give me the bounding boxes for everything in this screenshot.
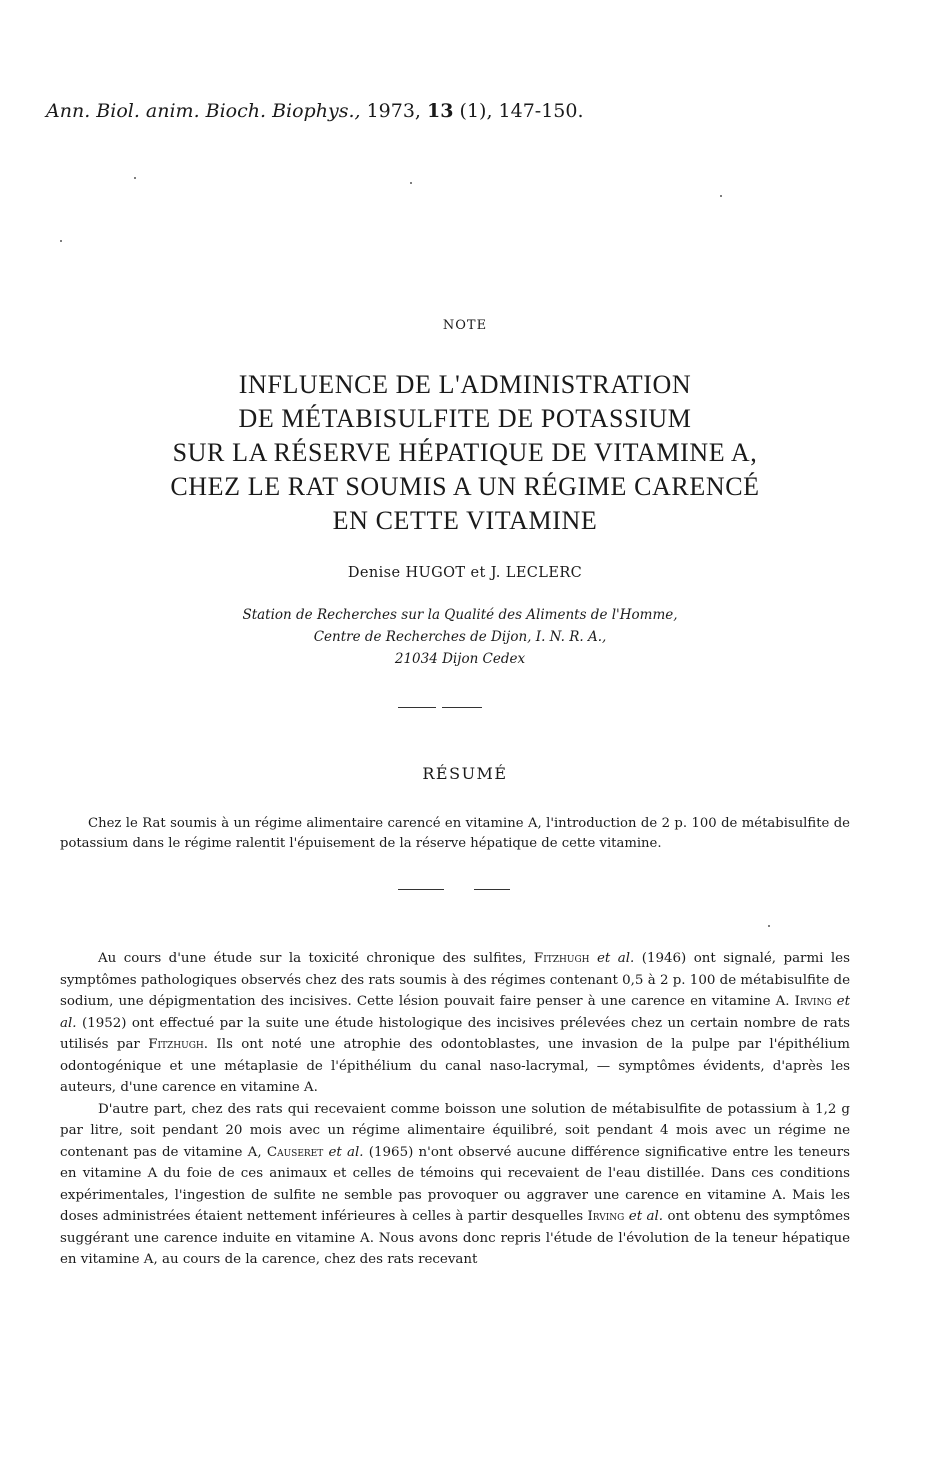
- author-ref: Irving: [794, 994, 832, 1009]
- author-ref: Irving: [587, 1209, 625, 1224]
- author-ref: Causeret: [266, 1144, 324, 1160]
- scan-speck: [134, 177, 136, 179]
- title-line: DE MÉTABISULFITE DE POTASSIUM: [238, 404, 692, 433]
- citation-volume: 13: [427, 100, 454, 122]
- citation-issue-pages: (1), 147-150.: [459, 100, 584, 122]
- article-title: [60, 368, 870, 538]
- journal-citation: [46, 100, 584, 122]
- title-line: INFLUENCE DE L'ADMINISTRATION: [238, 370, 692, 399]
- body-paragraph: [60, 1099, 850, 1271]
- scan-speck: [768, 925, 770, 927]
- scan-speck: [60, 240, 62, 242]
- affiliation-line: Centre de Recherches de Dijon, I. N. R. A.,: [313, 629, 607, 645]
- text-run: Ils ont noté une atrophie des odontoblastes, une invasion de la pulpe par l'épithélium odontogénique et une métaplasie de l'épithélium du canal naso-lacrymal, — symptômes évidents, d'après les auteurs, d'une carence en vitamine A.: [60, 1037, 850, 1095]
- etal: et al.: [60, 994, 850, 1031]
- etal: et al.: [596, 951, 635, 966]
- resume-heading: RÉSUMÉ: [422, 764, 508, 783]
- divider: [398, 707, 436, 708]
- text-run: ont obtenu des symptômes suggérant une carence induite en vitamine A. Nous avons donc repris l'étude de l'évolution de la teneur hépatique en vitamine A, au cours de la carence, chez des rats recevant: [60, 1209, 850, 1267]
- affiliation-line: Station de Recherches sur la Qualité des Aliments de l'Homme,: [242, 607, 678, 623]
- divider: [442, 707, 482, 708]
- authors: Denise HUGOT et J. LECLERC: [347, 565, 583, 581]
- text-run: (1946) ont signalé, parmi les symptômes pathologiques observés chez des rats soumis à des régimes contenant 0,5 à 2 p. 100 de métabisulfite de sodium, une dépigmentation des incisives. Cette lésion pouvait faire penser à une carence en vitamine A.: [60, 951, 850, 1009]
- text-run: (1965) n'ont observé aucune différence significative entre les teneurs en vitamine A du foie de ces animaux et celles de témoins qui recevaient de l'eau distillée. Dans ces conditions expérimentales, l'ingestion de sulfite ne semble pas provoquer ou aggraver une carence en vitamine A. Mais les doses administrées étaient nettement inférieures à celles à partir desquelles: [60, 1144, 851, 1224]
- title-line: EN CETTE VITAMINE: [332, 506, 598, 535]
- author-ref: Fitzhugh.: [148, 1037, 209, 1052]
- scan-speck: [410, 182, 412, 184]
- affiliation: [150, 604, 770, 670]
- author-ref: Fitzhugh: [533, 951, 590, 966]
- scan-speck: [720, 195, 722, 197]
- body-paragraph: [60, 948, 850, 1099]
- text-run: D'autre part, chez des rats qui recevaient comme boisson une solution de métabisulfite de potassium à 1,2 g par litre, soit pendant 20 mois avec un régime alimentaire équilibré, soit pendant 4 mois avec un régime ne contenant pas de vitamine A,: [60, 1101, 850, 1160]
- affiliation-line: 21034 Dijon Cedex: [394, 651, 526, 667]
- title-line: CHEZ LE RAT SOUMIS A UN RÉGIME CARENCÉ: [170, 472, 760, 501]
- etal: et al.: [328, 1144, 364, 1160]
- abstract: [60, 814, 850, 854]
- divider: [398, 889, 444, 890]
- body-text: [60, 948, 850, 1271]
- note-label: NOTE: [442, 318, 488, 333]
- journal-name: Ann. Biol. anim. Bioch. Biophys.,: [46, 100, 361, 122]
- etal: et al.: [628, 1209, 664, 1224]
- abstract-text: Chez le Rat soumis à un régime alimentaire carencé en vitamine A, l'introduction de 2 p. 100 de métabisulfite de potassium dans le régime ralentit l'épuisement de la réserve hépatique de cette vitamine.: [60, 816, 850, 851]
- text-run: Au cours d'une étude sur la toxicité chronique des sulfites,: [98, 951, 527, 966]
- title-line: SUR LA RÉSERVE HÉPATIQUE DE VITAMINE A,: [172, 438, 758, 467]
- text-run: (1952) ont effectué par la suite une étude histologique des incisives prélevées chez un certain nombre de rats utilisés par: [60, 1015, 850, 1052]
- citation-year: 1973,: [366, 100, 421, 122]
- divider: [474, 889, 510, 890]
